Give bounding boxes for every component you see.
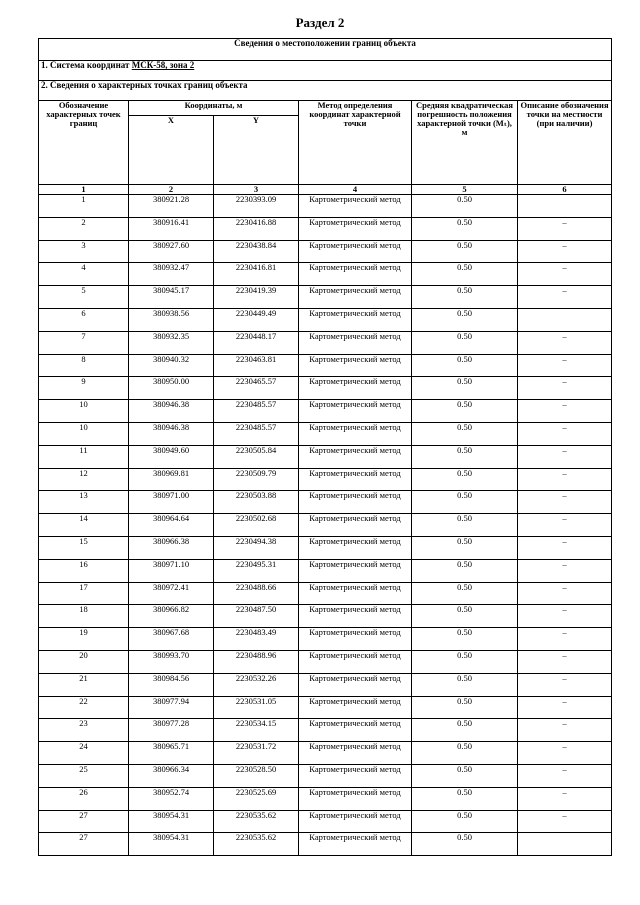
- table-row: [39, 331, 612, 354]
- description-cell: –: [518, 422, 612, 445]
- col-number: 2: [129, 185, 214, 195]
- description-cell: –: [518, 559, 612, 582]
- accuracy-cell: 0.50: [412, 286, 518, 309]
- point-number-cell: 10: [39, 400, 129, 423]
- accuracy-cell: 0.50: [412, 308, 518, 331]
- point-number-cell: 3: [39, 240, 129, 263]
- x-coordinate-cell: 380945.17: [129, 286, 214, 309]
- col-number: 3: [214, 185, 299, 195]
- description-cell: –: [518, 514, 612, 537]
- description-cell: –: [518, 628, 612, 651]
- description-cell: –: [518, 650, 612, 673]
- accuracy-cell: 0.50: [412, 787, 518, 810]
- method-cell: Картометрический метод: [299, 764, 412, 787]
- x-coordinate-cell: 380954.31: [129, 810, 214, 833]
- method-cell: Картометрический метод: [299, 331, 412, 354]
- method-cell: Картометрический метод: [299, 445, 412, 468]
- point-number-cell: 23: [39, 719, 129, 742]
- y-coordinate-cell: 2230532.26: [214, 673, 299, 696]
- y-coordinate-cell: 2230485.57: [214, 400, 299, 423]
- table-row: [39, 719, 612, 742]
- x-coordinate-cell: 380950.00: [129, 377, 214, 400]
- accuracy-cell: 0.50: [412, 742, 518, 765]
- x-coordinate-cell: 380966.38: [129, 536, 214, 559]
- y-coordinate-cell: 2230534.15: [214, 719, 299, 742]
- table-row: [39, 559, 612, 582]
- description-cell: –: [518, 331, 612, 354]
- description-cell: [518, 195, 612, 218]
- x-coordinate-cell: 380971.10: [129, 559, 214, 582]
- method-cell: Картометрический метод: [299, 308, 412, 331]
- table-row: [39, 195, 612, 218]
- accuracy-cell: 0.50: [412, 673, 518, 696]
- x-coordinate-cell: 380916.41: [129, 217, 214, 240]
- y-coordinate-cell: 2230531.05: [214, 696, 299, 719]
- accuracy-cell: 0.50: [412, 491, 518, 514]
- accuracy-cell: 0.50: [412, 217, 518, 240]
- y-coordinate-cell: 2230535.62: [214, 833, 299, 856]
- method-cell: Картометрический метод: [299, 810, 412, 833]
- method-cell: Картометрический метод: [299, 240, 412, 263]
- y-coordinate-cell: 2230509.79: [214, 468, 299, 491]
- method-cell: Картометрический метод: [299, 673, 412, 696]
- point-number-cell: 19: [39, 628, 129, 651]
- y-coordinate-cell: 2230449.49: [214, 308, 299, 331]
- table-row: [39, 764, 612, 787]
- method-cell: Картометрический метод: [299, 514, 412, 537]
- table-row: [39, 400, 612, 423]
- x-coordinate-cell: 380969.81: [129, 468, 214, 491]
- x-coordinate-cell: 380993.70: [129, 650, 214, 673]
- x-coordinate-cell: 380984.56: [129, 673, 214, 696]
- point-number-cell: 6: [39, 308, 129, 331]
- x-coordinate-cell: 380954.31: [129, 833, 214, 856]
- point-number-cell: 15: [39, 536, 129, 559]
- table-row: [39, 787, 612, 810]
- point-number-cell: 11: [39, 445, 129, 468]
- header-method: Метод определения координат характерной точки: [299, 101, 412, 185]
- method-cell: Картометрический метод: [299, 650, 412, 673]
- table-row: [39, 810, 612, 833]
- table-row: [39, 673, 612, 696]
- point-number-cell: 14: [39, 514, 129, 537]
- header-row-1: [39, 101, 612, 116]
- x-coordinate-cell: 380946.38: [129, 400, 214, 423]
- x-coordinate-cell: 380964.64: [129, 514, 214, 537]
- accuracy-cell: 0.50: [412, 582, 518, 605]
- method-cell: Картометрический метод: [299, 491, 412, 514]
- y-coordinate-cell: 2230531.72: [214, 742, 299, 765]
- col-number: 6: [518, 185, 612, 195]
- accuracy-cell: 0.50: [412, 559, 518, 582]
- x-coordinate-cell: 380952.74: [129, 787, 214, 810]
- point-number-cell: 26: [39, 787, 129, 810]
- y-coordinate-cell: 2230495.31: [214, 559, 299, 582]
- accuracy-cell: 0.50: [412, 445, 518, 468]
- x-coordinate-cell: 380938.56: [129, 308, 214, 331]
- method-cell: Картометрический метод: [299, 195, 412, 218]
- accuracy-cell: 0.50: [412, 195, 518, 218]
- description-cell: –: [518, 605, 612, 628]
- accuracy-cell: 0.50: [412, 400, 518, 423]
- table-row: [39, 263, 612, 286]
- header-x: X: [129, 116, 214, 185]
- y-coordinate-cell: 2230485.57: [214, 422, 299, 445]
- description-cell: –: [518, 742, 612, 765]
- description-cell: –: [518, 719, 612, 742]
- points-heading: 2. Сведения о характерных точках границ объекта: [39, 81, 612, 101]
- y-coordinate-cell: 2230494.38: [214, 536, 299, 559]
- y-coordinate-cell: 2230463.81: [214, 354, 299, 377]
- description-cell: –: [518, 764, 612, 787]
- method-cell: Картометрический метод: [299, 354, 412, 377]
- accuracy-cell: 0.50: [412, 331, 518, 354]
- point-number-cell: 12: [39, 468, 129, 491]
- table-row: [39, 491, 612, 514]
- accuracy-cell: 0.50: [412, 719, 518, 742]
- y-coordinate-cell: 2230483.49: [214, 628, 299, 651]
- x-coordinate-cell: 380971.00: [129, 491, 214, 514]
- x-coordinate-cell: 380921.28: [129, 195, 214, 218]
- x-coordinate-cell: 380966.34: [129, 764, 214, 787]
- method-cell: Картометрический метод: [299, 217, 412, 240]
- point-number-cell: 20: [39, 650, 129, 673]
- description-cell: –: [518, 491, 612, 514]
- accuracy-cell: 0.50: [412, 810, 518, 833]
- method-cell: Картометрический метод: [299, 263, 412, 286]
- method-cell: Картометрический метод: [299, 582, 412, 605]
- description-cell: –: [518, 696, 612, 719]
- x-coordinate-cell: 380977.94: [129, 696, 214, 719]
- x-coordinate-cell: 380972.41: [129, 582, 214, 605]
- method-cell: Картометрический метод: [299, 605, 412, 628]
- y-coordinate-cell: 2230416.88: [214, 217, 299, 240]
- page-title: Раздел 2: [295, 15, 345, 30]
- col-number: 1: [39, 185, 129, 195]
- description-cell: –: [518, 445, 612, 468]
- method-cell: Картометрический метод: [299, 559, 412, 582]
- description-cell: –: [518, 240, 612, 263]
- description-cell: –: [518, 536, 612, 559]
- y-coordinate-cell: 2230487.50: [214, 605, 299, 628]
- header-description: Описание обозначения точки на местности (при наличии): [518, 101, 612, 185]
- point-number-cell: 24: [39, 742, 129, 765]
- description-cell: –: [518, 400, 612, 423]
- point-number-cell: 8: [39, 354, 129, 377]
- point-number-cell: 5: [39, 286, 129, 309]
- method-cell: Картометрический метод: [299, 742, 412, 765]
- description-cell: –: [518, 582, 612, 605]
- coord-system-row: [39, 61, 612, 81]
- method-cell: Картометрический метод: [299, 696, 412, 719]
- accuracy-cell: 0.50: [412, 628, 518, 651]
- table-row: [39, 514, 612, 537]
- table-row: [39, 286, 612, 309]
- point-number-cell: 25: [39, 764, 129, 787]
- x-coordinate-cell: 380932.47: [129, 263, 214, 286]
- accuracy-cell: 0.50: [412, 764, 518, 787]
- description-cell: –: [518, 217, 612, 240]
- method-cell: Картометрический метод: [299, 286, 412, 309]
- y-coordinate-cell: 2230419.39: [214, 286, 299, 309]
- accuracy-cell: 0.50: [412, 377, 518, 400]
- boundary-points-table: [38, 38, 612, 856]
- table-row: [39, 605, 612, 628]
- description-cell: –: [518, 673, 612, 696]
- method-cell: Картометрический метод: [299, 536, 412, 559]
- coord-system-value: МСК-58, зона 2: [131, 60, 195, 70]
- point-number-cell: 4: [39, 263, 129, 286]
- header-point-designation: Обозначение характерных точек границ: [39, 101, 129, 185]
- point-number-cell: 9: [39, 377, 129, 400]
- x-coordinate-cell: 380932.35: [129, 331, 214, 354]
- x-coordinate-cell: 380965.71: [129, 742, 214, 765]
- point-number-cell: 21: [39, 673, 129, 696]
- table-row: [39, 696, 612, 719]
- table-row: [39, 536, 612, 559]
- header-accuracy: Средняя квадратическая погрешность положения характерной точки (Mₜ), м: [412, 101, 518, 185]
- point-number-cell: 1: [39, 195, 129, 218]
- y-coordinate-cell: 2230488.66: [214, 582, 299, 605]
- x-coordinate-cell: 380967.68: [129, 628, 214, 651]
- description-cell: –: [518, 354, 612, 377]
- description-cell: –: [518, 286, 612, 309]
- table-row: [39, 240, 612, 263]
- table-row: [39, 742, 612, 765]
- point-number-cell: 2: [39, 217, 129, 240]
- table-row: [39, 377, 612, 400]
- table-row: [39, 308, 612, 331]
- point-number-cell: 18: [39, 605, 129, 628]
- y-coordinate-cell: 2230416.81: [214, 263, 299, 286]
- points-heading-row: [39, 81, 612, 101]
- x-coordinate-cell: 380940.32: [129, 354, 214, 377]
- column-numbers-row: [39, 185, 612, 195]
- point-number-cell: 17: [39, 582, 129, 605]
- accuracy-cell: 0.50: [412, 468, 518, 491]
- coord-system-label: 1. Система координат: [41, 60, 132, 70]
- x-coordinate-cell: 380966.82: [129, 605, 214, 628]
- y-coordinate-cell: 2230535.62: [214, 810, 299, 833]
- y-coordinate-cell: 2230502.68: [214, 514, 299, 537]
- col-number: 5: [412, 185, 518, 195]
- accuracy-cell: 0.50: [412, 696, 518, 719]
- table-row: [39, 833, 612, 856]
- accuracy-cell: 0.50: [412, 240, 518, 263]
- y-coordinate-cell: 2230448.17: [214, 331, 299, 354]
- header-y: Y: [214, 116, 299, 185]
- y-coordinate-cell: 2230438.84: [214, 240, 299, 263]
- method-cell: Картометрический метод: [299, 422, 412, 445]
- accuracy-cell: 0.50: [412, 422, 518, 445]
- y-coordinate-cell: 2230505.84: [214, 445, 299, 468]
- y-coordinate-cell: 2230393.09: [214, 195, 299, 218]
- description-cell: –: [518, 377, 612, 400]
- description-cell: –: [518, 263, 612, 286]
- table-row: [39, 650, 612, 673]
- point-number-cell: 16: [39, 559, 129, 582]
- point-number-cell: 27: [39, 833, 129, 856]
- point-number-cell: 22: [39, 696, 129, 719]
- table-row: [39, 582, 612, 605]
- point-number-cell: 10: [39, 422, 129, 445]
- accuracy-cell: 0.50: [412, 263, 518, 286]
- description-cell: –: [518, 468, 612, 491]
- header-coordinates: Координаты, м: [129, 101, 299, 116]
- description-cell: [518, 308, 612, 331]
- method-cell: Картометрический метод: [299, 468, 412, 491]
- accuracy-cell: 0.50: [412, 650, 518, 673]
- table-row: [39, 628, 612, 651]
- x-coordinate-cell: 380949.60: [129, 445, 214, 468]
- point-number-cell: 7: [39, 331, 129, 354]
- method-cell: Картометрический метод: [299, 400, 412, 423]
- description-cell: –: [518, 787, 612, 810]
- section-heading: Сведения о местоположении границ объекта: [39, 39, 612, 61]
- accuracy-cell: 0.50: [412, 536, 518, 559]
- accuracy-cell: 0.50: [412, 514, 518, 537]
- x-coordinate-cell: 380927.60: [129, 240, 214, 263]
- accuracy-cell: 0.50: [412, 833, 518, 856]
- point-number-cell: 13: [39, 491, 129, 514]
- table-row: [39, 468, 612, 491]
- y-coordinate-cell: 2230488.96: [214, 650, 299, 673]
- description-cell: –: [518, 810, 612, 833]
- description-cell: [518, 833, 612, 856]
- method-cell: Картометрический метод: [299, 833, 412, 856]
- method-cell: Картометрический метод: [299, 377, 412, 400]
- method-cell: Картометрический метод: [299, 628, 412, 651]
- method-cell: Картометрический метод: [299, 719, 412, 742]
- x-coordinate-cell: 380946.38: [129, 422, 214, 445]
- accuracy-cell: 0.50: [412, 354, 518, 377]
- accuracy-cell: 0.50: [412, 605, 518, 628]
- table-row: [39, 354, 612, 377]
- coord-system: [39, 61, 612, 81]
- table-row: [39, 422, 612, 445]
- y-coordinate-cell: 2230503.88: [214, 491, 299, 514]
- y-coordinate-cell: 2230465.57: [214, 377, 299, 400]
- method-cell: Картометрический метод: [299, 787, 412, 810]
- table-row: [39, 445, 612, 468]
- y-coordinate-cell: 2230528.50: [214, 764, 299, 787]
- y-coordinate-cell: 2230525.69: [214, 787, 299, 810]
- section-heading-row: [39, 39, 612, 61]
- point-number-cell: 27: [39, 810, 129, 833]
- table-row: [39, 217, 612, 240]
- x-coordinate-cell: 380977.28: [129, 719, 214, 742]
- col-number: 4: [299, 185, 412, 195]
